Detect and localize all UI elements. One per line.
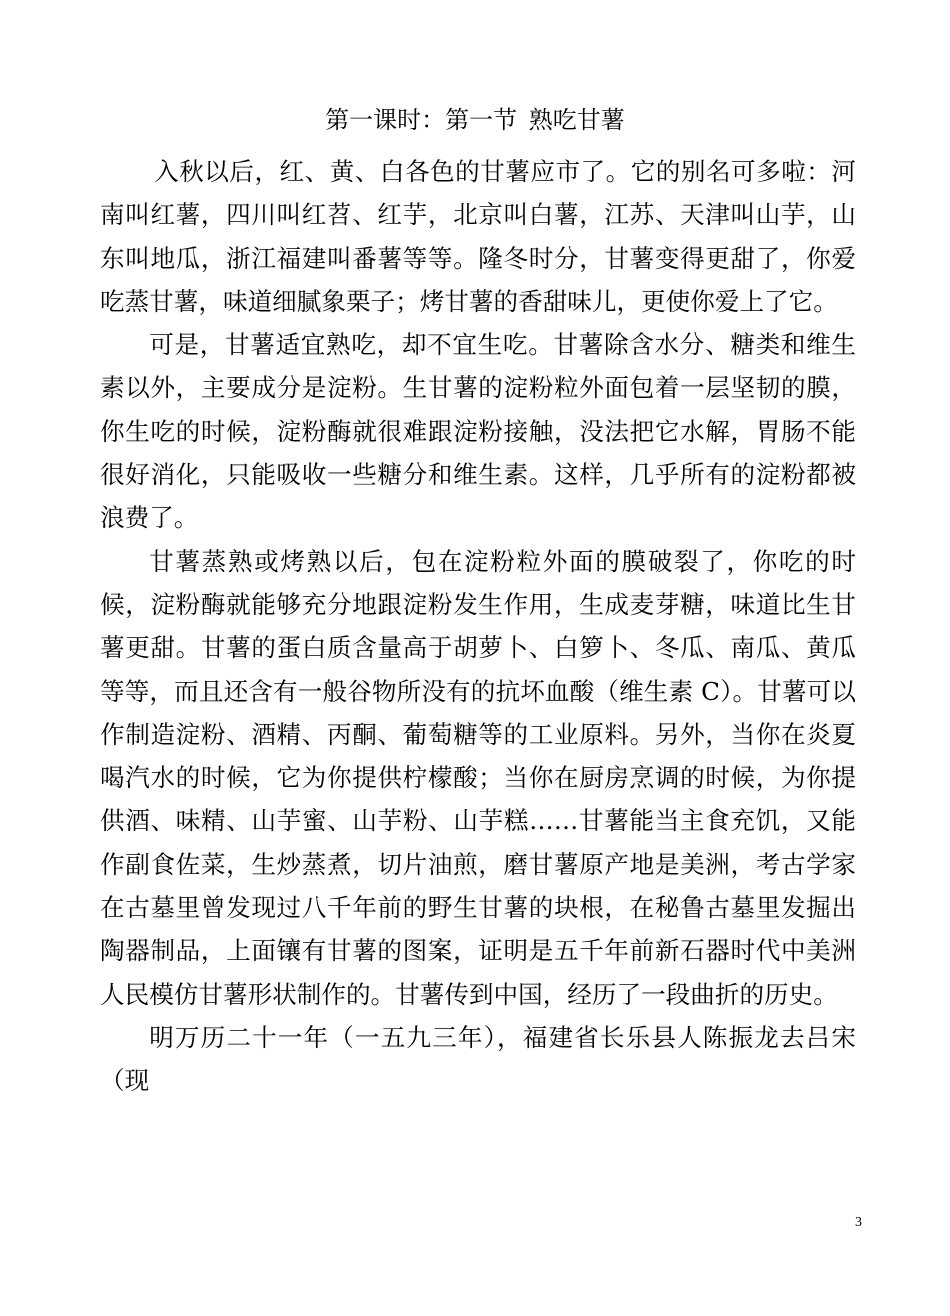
document-body: [100, 150, 856, 1103]
paragraph-3: 甘薯蒸熟或烤熟以后，包在淀粉粒外面的膜破裂了，你吃的时候，淀粉酶就能够充分地跟淀粉发生作用，生成麦芽糖，味道比生甘薯更甜。甘薯的蛋白质含量高于胡萝卜、白箩卜、冬瓜、南瓜、黄瓜等等，而且还含有一般谷物所没有的抗坏血酸（维生素 C）。甘薯可以作制造淀粉、酒精、丙酮、葡萄糖等的工业原料。另外，当你在炎夏喝汽水的时候，它为你提供柠檬酸；当你在厨房烹调的时候，为你提供酒、味精、山芋蜜、山芋粉、山芋糕……甘薯能当主食充饥，又能作副食佐菜，生炒蒸煮，切片油煎，磨甘薯原产地是美洲，考古学家在古墓里曾发现过八千年前的野生甘薯的块根，在秘鲁古墓里发掘出陶器制品，上面镶有甘薯的图案，证明是五千年前新石器时代中美洲人民模仿甘薯形状制作的。甘薯传到中国，经历了一段曲折的历史。: [100, 546, 856, 1009]
page-title: 第一课时：第一节 熟吃甘薯: [325, 106, 625, 134]
page-number: 3: [855, 1215, 862, 1230]
paragraph-1: 入秋以后，红、黄、白各色的甘薯应市了。它的别名可多啦：河南叫红薯，四川叫红苕、红芋，北京叫白薯，江苏、天津叫山芋，山东叫地瓜，浙江福建叫番薯等等。隆冬时分，甘薯变得更甜了，你爱吃蒸甘薯，味道细腻象栗子；烤甘薯的香甜味儿，更使你爱上了它。: [100, 157, 856, 316]
paragraph-2: 可是，甘薯适宜熟吃，却不宜生吃。甘薯除含水分、糖类和维生素以外，主要成分是淀粉。生甘薯的淀粉粒外面包着一层坚韧的膜，你生吃的时候，淀粉酶就很难跟淀粉接触，没法把它水解，胃肠不能很好消化，只能吸收一些糖分和维生素。这样，几乎所有的淀粉都被浪费了。: [100, 330, 856, 533]
paragraph-4: 明万历二十一年（一五九三年），福建省长乐县人陈振龙去吕宋（现: [100, 1022, 856, 1096]
